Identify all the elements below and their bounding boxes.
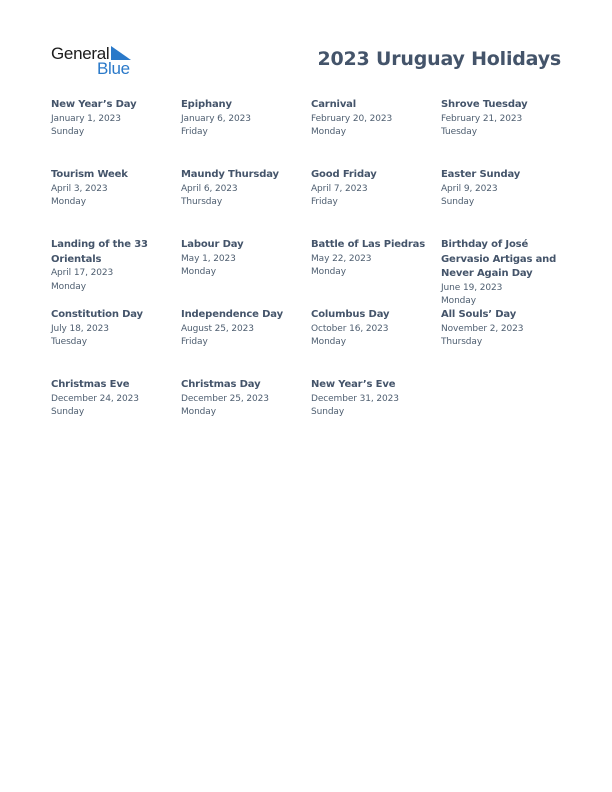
holiday-name: Carnival: [311, 99, 357, 110]
holiday-date: May 22, 2023: [311, 253, 372, 264]
holiday-date: June 19, 2023: [441, 282, 503, 293]
holiday-name: Columbus Day: [311, 309, 390, 320]
holiday-weekday: Friday: [181, 337, 208, 347]
holiday-entry: [441, 308, 571, 378]
holiday-weekday: Sunday: [311, 407, 345, 417]
holiday-entry: [51, 168, 181, 238]
page-title: 2023 Uruguay Holidays: [317, 48, 561, 70]
holiday-weekday: Sunday: [441, 197, 475, 207]
holiday-date: April 9, 2023: [441, 183, 498, 194]
holiday-name: Constitution Day: [51, 309, 143, 320]
holiday-entry: [311, 238, 441, 308]
holiday-name: Epiphany: [181, 99, 232, 110]
holiday-row: [51, 378, 571, 448]
holiday-entry: [311, 168, 441, 238]
holiday-weekday: Thursday: [181, 197, 223, 207]
holiday-name: Maundy Thursday: [181, 169, 279, 180]
holiday-name: Shrove Tuesday: [441, 99, 528, 110]
holiday-entry: [51, 378, 181, 448]
holiday-date: November 2, 2023: [441, 323, 524, 334]
holiday-entry: [51, 98, 181, 168]
holiday-name: Christmas Day: [181, 379, 261, 390]
holiday-date: May 1, 2023: [181, 253, 236, 264]
logo-text-blue: Blue: [97, 59, 130, 78]
holiday-name: Battle of Las Piedras: [311, 239, 426, 250]
holiday-weekday: Friday: [181, 127, 208, 137]
holiday-weekday: Sunday: [51, 127, 85, 137]
holiday-date: August 25, 2023: [181, 323, 254, 334]
holiday-entry: [441, 98, 571, 168]
holiday-name: New Year’s Eve: [311, 379, 396, 390]
holiday-entry: [181, 168, 311, 238]
holiday-entry: [311, 378, 441, 448]
holiday-date: January 6, 2023: [181, 113, 251, 124]
holiday-weekday: Monday: [181, 407, 216, 417]
holiday-entry: [311, 98, 441, 168]
holiday-weekday: Monday: [441, 296, 476, 306]
holiday-weekday: Tuesday: [51, 337, 87, 347]
holiday-row: [51, 98, 571, 168]
holiday-row: [51, 238, 571, 308]
holiday-weekday: Tuesday: [441, 127, 477, 137]
holiday-date: April 6, 2023: [181, 183, 238, 194]
holiday-entry: [441, 168, 571, 238]
holiday-entry: [181, 238, 311, 308]
holiday-date: February 21, 2023: [441, 113, 523, 124]
holiday-row: [51, 308, 571, 378]
holiday-name: Labour Day: [181, 239, 244, 250]
holiday-weekday: Friday: [311, 197, 338, 207]
holiday-weekday: Monday: [51, 281, 86, 292]
holiday-date: February 20, 2023: [311, 113, 393, 124]
holiday-date: July 18, 2023: [51, 323, 109, 334]
holiday-date: December 31, 2023: [311, 393, 399, 404]
holiday-weekday: Monday: [311, 267, 346, 277]
holiday-name: All Souls’ Day: [441, 309, 517, 320]
logo: [51, 44, 141, 78]
holiday-date: April 17, 2023: [51, 268, 114, 278]
holiday-entry: [51, 308, 181, 378]
holiday-weekday: Monday: [311, 337, 346, 347]
holiday-name: Christmas Eve: [51, 379, 130, 390]
holiday-weekday: Sunday: [51, 407, 85, 417]
holiday-entry: [181, 378, 311, 448]
logo-text-general: General: [51, 44, 110, 63]
holiday-weekday: Monday: [181, 267, 216, 277]
holiday-date: December 25, 2023: [181, 393, 269, 404]
holiday-date: October 16, 2023: [311, 323, 389, 334]
holiday-name: Tourism Week: [51, 169, 128, 180]
holiday-entry: [311, 308, 441, 378]
holiday-name: Independence Day: [181, 309, 283, 320]
holiday-name: Landing of the 33 Orientals: [51, 239, 148, 265]
holiday-date: December 24, 2023: [51, 393, 139, 404]
holiday-name: Good Friday: [311, 169, 377, 180]
logo-triangle-icon: [111, 46, 131, 60]
holiday-entry: [441, 238, 571, 308]
holiday-name: New Year’s Day: [51, 99, 137, 110]
holiday-date: January 1, 2023: [51, 113, 121, 124]
holiday-date: April 7, 2023: [311, 183, 368, 194]
holiday-weekday: Monday: [51, 197, 86, 207]
holiday-row: [51, 168, 571, 238]
holiday-entry: [181, 98, 311, 168]
holiday-name: Birthday of José Gervasio Artigas and Never Again Day: [441, 239, 557, 279]
holiday-entry: [181, 308, 311, 378]
holiday-grid: [51, 98, 571, 448]
holiday-weekday: Thursday: [441, 337, 483, 347]
holiday-date: April 3, 2023: [51, 183, 108, 194]
holiday-name: Easter Sunday: [441, 169, 521, 180]
holiday-entry: [51, 238, 181, 308]
holiday-weekday: Monday: [311, 127, 346, 137]
